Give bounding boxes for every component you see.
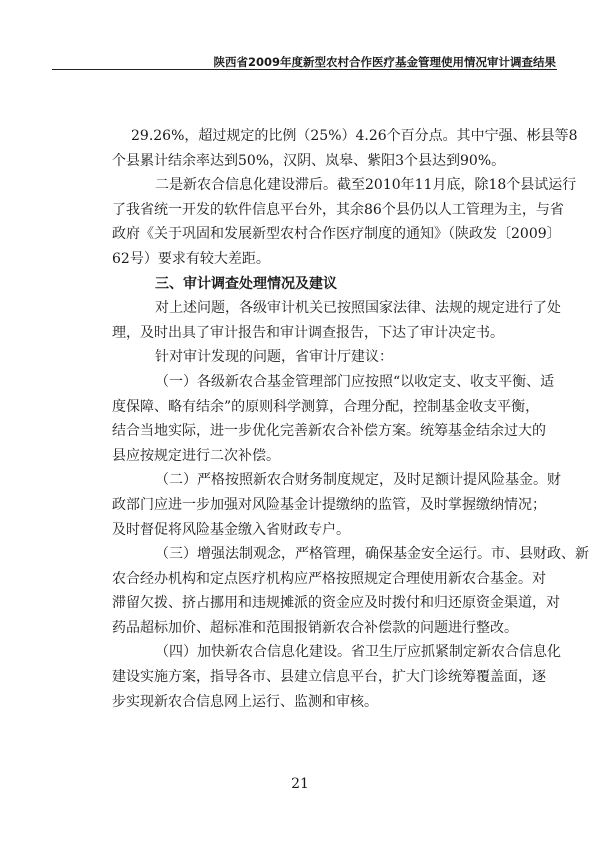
paragraph-line: 针对审计发现的问题，省审计厅建议： [155, 349, 393, 366]
paragraph-line: 县应按规定进行二次补偿。 [112, 447, 280, 464]
paragraph-line: 政部门应进一步加强对风险基金计提缴纳的监管，及时掌握缴纳情况； [112, 496, 546, 513]
section-heading: 三、审计调查处理情况及建议 [155, 275, 337, 292]
paragraph-line: （一）各级新农合基金管理部门应按照“以收定支、收支平衡、适 [155, 373, 555, 390]
running-header: 陕西省2009年度新型农村合作医疗基金管理使用情况审计调查结果 [213, 55, 556, 69]
paragraph-line: 滞留欠拨、挤占挪用和违规摊派的资金应及时拨付和归还原资金渠道，对 [112, 595, 560, 612]
paragraph-line: （二）严格按照新农合财务制度规定，及时足额计提风险基金。财 [155, 472, 561, 489]
paragraph-line: 及时督促将风险基金缴入省财政专户。 [112, 521, 350, 538]
paragraph-line: （四）加快新农合信息化建设。省卫生厅应抓紧制定新农合信息化 [155, 644, 561, 661]
paragraph-line: 29.26%，超过规定的比例（25%）4.26个百分点。其中宁强、彬县等8 [131, 128, 578, 144]
paragraph-line: 62号）要求有较大差距。 [112, 250, 270, 267]
paragraph-line: 建设实施方案，指导各市、县建立信息平台，扩大门诊统筹覆盖面，逐 [112, 669, 546, 686]
page-number: 21 [291, 776, 309, 792]
paragraph-line: 二是新农合信息化建设滞后。截至2010年11月底，除18个县试运行 [155, 177, 577, 194]
paragraph-line: 步实现新农合信息网上运行、监测和审核。 [112, 693, 378, 710]
body-text [0, 124, 600, 714]
paragraph-line: 了我省统一开发的软件信息平台外，其余86个县仍以人工管理为主，与省 [112, 201, 564, 218]
paragraph-line: 个县累计结余率达到50%，汉阴、岚皋、紫阳3个县达到90%。 [112, 152, 506, 169]
paragraph-line: 理，及时出具了审计报告和审计调查报告，下达了审计决定书。 [112, 324, 504, 341]
paragraph-line: （三）增强法制观念，严格管理，确保基金安全运行。市、县财政、新 [155, 546, 589, 563]
paragraph-line: 度保障、略有结余”的原则科学测算，合理分配，控制基金收支平衡， [112, 398, 540, 415]
paragraph-line: 农合经办机构和定点医疗机构应严格按照规定合理使用新农合基金。对 [112, 570, 546, 587]
header-rule [52, 69, 557, 70]
paragraph-line: 结合当地实际，进一步优化完善新农合补偿方案。统筹基金结余过大的 [112, 423, 546, 440]
paragraph-line: 药品超标加价、超标准和范围报销新农合补偿款的问题进行整改。 [112, 619, 518, 636]
paragraph-line: 政府《关于巩固和发展新型农村合作医疗制度的通知》（陕政发〔2009〕 [112, 226, 561, 243]
paragraph-line: 对上述问题，各级审计机关已按照国家法律、法规的规定进行了处 [155, 300, 561, 317]
